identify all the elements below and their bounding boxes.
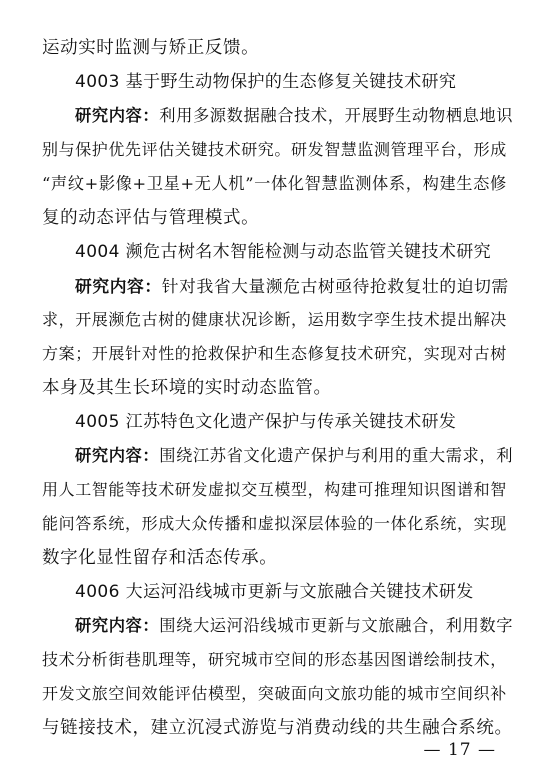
research-content-label: 研究内容： — [75, 446, 160, 465]
section-heading-4004: 4004 濒危古树名木智能检测与动态监管关键技术研究 — [75, 242, 492, 262]
body-text-line: 能问答系统，形成大众传播和虚拟深层体验的一体化系统，实现 — [42, 514, 507, 533]
body-text-line — [75, 275, 512, 297]
body-text-line: 方案；开展针对性的抢救保护和生态修复技术研究，实现对古树 — [42, 344, 507, 363]
body-text-line: 与链接技术，建立沉浸式游览与消费动线的共生融合系统。 — [42, 718, 513, 738]
page-number: — 17 — — [423, 740, 496, 760]
body-text: 围绕江苏省文化遗产保护与利用的重大需求，利 — [159, 446, 514, 465]
body-text-line: 数字化显性留存和活态传承。 — [42, 548, 278, 568]
body-text-line — [75, 105, 512, 127]
body-text-line: 开发文旅空间效能评估模型，突破面向文旅功能的城市空间织补 — [42, 684, 507, 703]
body-text-line: 求，开展濒危古树的健康状况诊断，运用数字孪生技术提出解决 — [42, 310, 507, 329]
body-text-line: 本身及其生长环境的实时动态监管。 — [42, 378, 332, 398]
body-text: 利用多源数据融合技术，开展野生动物栖息地识 — [159, 106, 514, 125]
body-text-line: 用人工智能等技术研发虚拟交互模型，构建可推理知识图谱和智 — [42, 480, 507, 499]
body-text-line: “声纹+影像+卫星+无人机”一体化智慧监测体系，构建生态修 — [42, 174, 507, 193]
body-text-line — [75, 445, 512, 467]
section-heading-4006: 4006 大运河沿线城市更新与文旅融合关键技术研发 — [75, 582, 474, 602]
body-text-line — [75, 615, 512, 637]
body-text-line: 复的动态评估与管理模式。 — [42, 208, 260, 228]
research-content-label: 研究内容： — [75, 616, 160, 635]
section-heading-4005: 4005 江苏特色文化遗产保护与传承关键技术研发 — [75, 412, 457, 432]
research-content-label: 研究内容： — [75, 276, 162, 296]
section-heading-4003: 4003 基于野生动物保护的生态修复关键技术研究 — [75, 72, 457, 92]
body-text: 针对我省大量濒危古树亟待抢救复壮的迫切需 — [161, 276, 509, 296]
research-content-label: 研究内容： — [75, 106, 160, 125]
body-text-line: 技术分析街巷肌理等，研究城市空间的形态基因图谱绘制技术， — [42, 650, 507, 669]
body-text-line: 运动实时监测与矫正反馈。 — [42, 38, 260, 58]
body-text: 围绕大运河沿线城市更新与文旅融合，利用数字 — [159, 616, 514, 635]
body-text-line: 别与保护优先评估关键技术研究。研发智慧监测管理平台，形成 — [42, 140, 507, 159]
